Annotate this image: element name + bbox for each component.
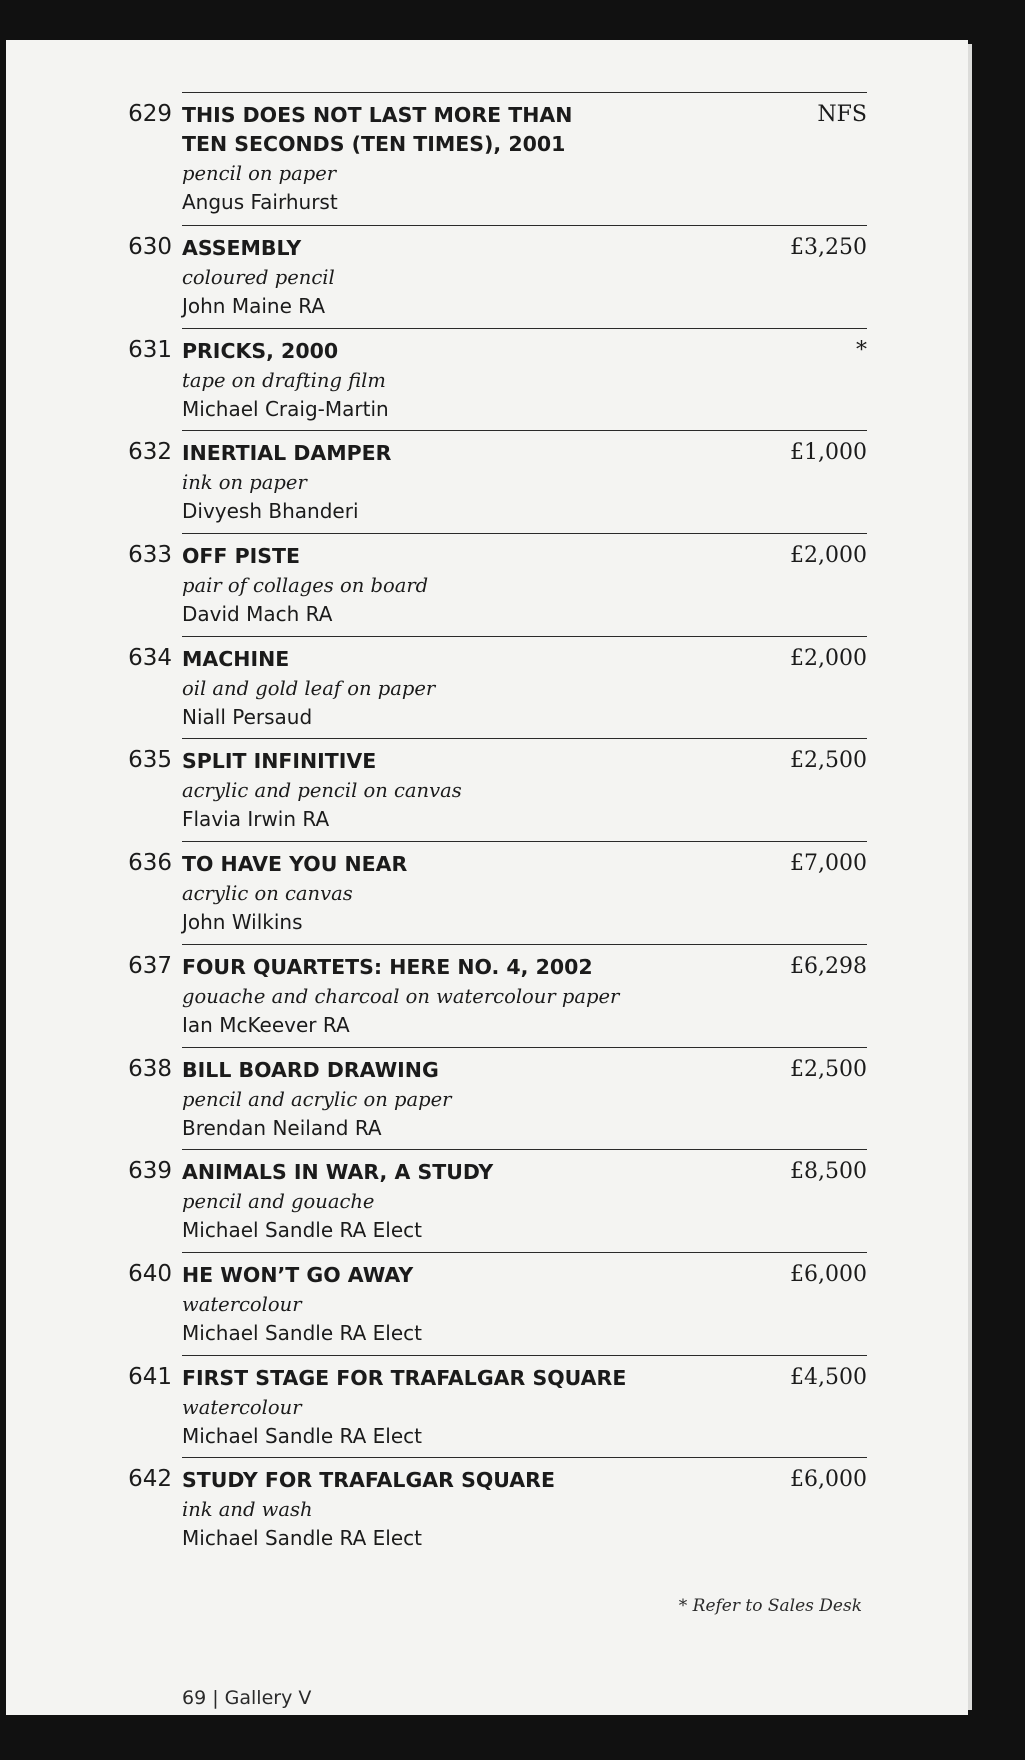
catalogue-entry bbox=[6, 1149, 968, 1252]
catalogue-entry bbox=[6, 225, 968, 328]
catalogue-list bbox=[6, 92, 968, 1560]
entry-number: 634 bbox=[128, 644, 172, 671]
entry-price: £7,000 bbox=[790, 851, 867, 877]
entry-number: 636 bbox=[128, 850, 172, 877]
entry-artist: Michael Sandle RA Elect bbox=[182, 1423, 422, 1448]
entry-details bbox=[182, 1261, 722, 1348]
entry-price: £6,000 bbox=[790, 1467, 867, 1493]
entry-title: BILL BOARD DRAWING bbox=[182, 1057, 439, 1082]
entry-price: £2,500 bbox=[790, 748, 867, 774]
entry-details bbox=[182, 747, 722, 834]
entry-details bbox=[182, 850, 722, 937]
entry-number: 640 bbox=[128, 1260, 172, 1287]
entry-divider bbox=[182, 841, 867, 842]
entry-artist: Divyesh Bhanderi bbox=[182, 499, 359, 524]
entry-artist: Michael Sandle RA Elect bbox=[182, 1320, 422, 1345]
entry-artist: Michael Sandle RA Elect bbox=[182, 1218, 422, 1243]
entry-details bbox=[182, 1056, 722, 1143]
entry-divider bbox=[182, 636, 867, 637]
entry-number: 635 bbox=[128, 747, 172, 774]
catalogue-entry bbox=[6, 841, 968, 944]
entry-price: £6,298 bbox=[790, 953, 867, 979]
entry-medium: coloured pencil bbox=[182, 266, 335, 289]
catalogue-entry bbox=[6, 944, 968, 1047]
entry-medium: acrylic on canvas bbox=[182, 882, 353, 906]
entry-number: 637 bbox=[128, 952, 172, 979]
catalogue-entry bbox=[6, 1047, 968, 1150]
entry-medium: acrylic and pencil on canvas bbox=[182, 779, 462, 803]
entry-artist: Ian McKeever RA bbox=[182, 1012, 350, 1037]
catalogue-entry bbox=[6, 1457, 968, 1560]
entry-divider bbox=[182, 944, 867, 945]
entry-title: FIRST STAGE FOR TRAFALGAR SQUARE bbox=[182, 1365, 627, 1390]
entry-title: FOUR QUARTETS: HERE NO. 4, 2002 bbox=[182, 954, 593, 979]
entry-details bbox=[182, 337, 722, 424]
page-folio: 69 | Gallery V bbox=[182, 1687, 312, 1709]
entry-title: ASSEMBLY bbox=[182, 236, 302, 260]
entry-price: £2,500 bbox=[790, 1056, 867, 1082]
entry-price: £8,500 bbox=[790, 1159, 867, 1185]
entry-divider bbox=[182, 92, 867, 93]
entry-details bbox=[182, 1364, 722, 1451]
entry-artist: Brendan Neiland RA bbox=[182, 1115, 382, 1140]
entry-title: THIS DOES NOT LAST MORE THAN TEN SECONDS (TEN TIMES), 2001 bbox=[182, 103, 573, 156]
entry-divider bbox=[182, 1047, 867, 1048]
entry-details bbox=[182, 234, 722, 321]
entry-medium: ink and wash bbox=[182, 1498, 313, 1522]
entry-price: * bbox=[856, 337, 867, 363]
entry-number: 632 bbox=[128, 439, 172, 466]
entry-artist: Angus Fairhurst bbox=[182, 190, 338, 214]
entry-divider bbox=[182, 430, 867, 431]
entry-divider bbox=[182, 1355, 867, 1356]
entry-details bbox=[182, 1466, 722, 1553]
entry-medium: oil and gold leaf on paper bbox=[182, 676, 436, 700]
entry-artist: Michael Sandle RA Elect bbox=[182, 1526, 422, 1551]
entry-details bbox=[182, 953, 722, 1040]
entry-artist: Flavia Irwin RA bbox=[182, 807, 330, 832]
entry-title: STUDY FOR TRAFALGAR SQUARE bbox=[182, 1468, 555, 1493]
entry-details bbox=[182, 439, 722, 526]
catalogue-entry bbox=[6, 328, 968, 431]
catalogue-entry bbox=[6, 738, 968, 841]
entry-number: 633 bbox=[128, 542, 172, 569]
entry-artist: David Mach RA bbox=[182, 602, 333, 627]
entry-details bbox=[182, 645, 722, 732]
entry-title: PRICKS, 2000 bbox=[182, 338, 339, 363]
entry-divider bbox=[182, 225, 867, 226]
entry-artist: John Wilkins bbox=[182, 910, 303, 935]
catalogue-entry bbox=[6, 430, 968, 533]
entry-title: ANIMALS IN WAR, A STUDY bbox=[182, 1160, 494, 1185]
entry-divider bbox=[182, 738, 867, 739]
entry-divider bbox=[182, 533, 867, 534]
entry-title: HE WON’T GO AWAY bbox=[182, 1262, 414, 1287]
entry-medium: pencil and gouache bbox=[182, 1190, 375, 1214]
catalogue-entry bbox=[6, 636, 968, 739]
entry-price: £6,000 bbox=[790, 1261, 867, 1287]
entry-medium: pencil on paper bbox=[182, 162, 337, 185]
entry-divider bbox=[182, 1149, 867, 1150]
entry-divider bbox=[182, 328, 867, 329]
catalogue-page bbox=[6, 40, 968, 1715]
entry-title: INERTIAL DAMPER bbox=[182, 441, 392, 466]
entry-medium: ink on paper bbox=[182, 471, 307, 495]
entry-number: 639 bbox=[128, 1158, 172, 1185]
entry-details bbox=[182, 542, 722, 629]
entry-number: 638 bbox=[128, 1055, 172, 1082]
catalogue-entry bbox=[6, 92, 968, 225]
entry-medium: watercolour bbox=[182, 1292, 302, 1316]
entry-number: 642 bbox=[128, 1466, 172, 1493]
entry-details bbox=[182, 101, 722, 217]
entry-artist: John Maine RA bbox=[182, 294, 326, 318]
entry-title: MACHINE bbox=[182, 646, 290, 671]
entry-artist: Michael Craig-Martin bbox=[182, 396, 389, 421]
entry-number: 641 bbox=[128, 1363, 172, 1390]
entry-price: £2,000 bbox=[790, 645, 867, 671]
entry-title: SPLIT INFINITIVE bbox=[182, 749, 377, 774]
entry-artist: Niall Persaud bbox=[182, 704, 313, 729]
entry-price: £2,000 bbox=[790, 543, 867, 569]
entry-divider bbox=[182, 1252, 867, 1253]
entry-details bbox=[182, 1158, 722, 1245]
entry-divider bbox=[182, 1457, 867, 1458]
entry-medium: pencil and acrylic on paper bbox=[182, 1087, 452, 1111]
catalogue-entry bbox=[6, 1355, 968, 1458]
entry-medium: gouache and charcoal on watercolour paper bbox=[182, 984, 620, 1008]
catalogue-entry bbox=[6, 533, 968, 636]
entry-medium: watercolour bbox=[182, 1395, 302, 1419]
sales-desk-footnote: * Refer to Sales Desk bbox=[678, 1596, 862, 1616]
entry-title: TO HAVE YOU NEAR bbox=[182, 852, 408, 877]
entry-number: 630 bbox=[128, 234, 172, 260]
entry-medium: pair of collages on board bbox=[182, 574, 429, 598]
catalogue-entry bbox=[6, 1252, 968, 1355]
page-edge bbox=[968, 44, 972, 1710]
entry-price: £1,000 bbox=[790, 440, 867, 466]
entry-number: 629 bbox=[128, 101, 172, 127]
entry-price: NFS bbox=[817, 102, 867, 127]
entry-price: £3,250 bbox=[790, 235, 867, 260]
entry-title: OFF PISTE bbox=[182, 544, 300, 569]
entry-price: £4,500 bbox=[790, 1364, 867, 1390]
entry-medium: tape on drafting film bbox=[182, 368, 386, 392]
entry-number: 631 bbox=[128, 336, 172, 363]
